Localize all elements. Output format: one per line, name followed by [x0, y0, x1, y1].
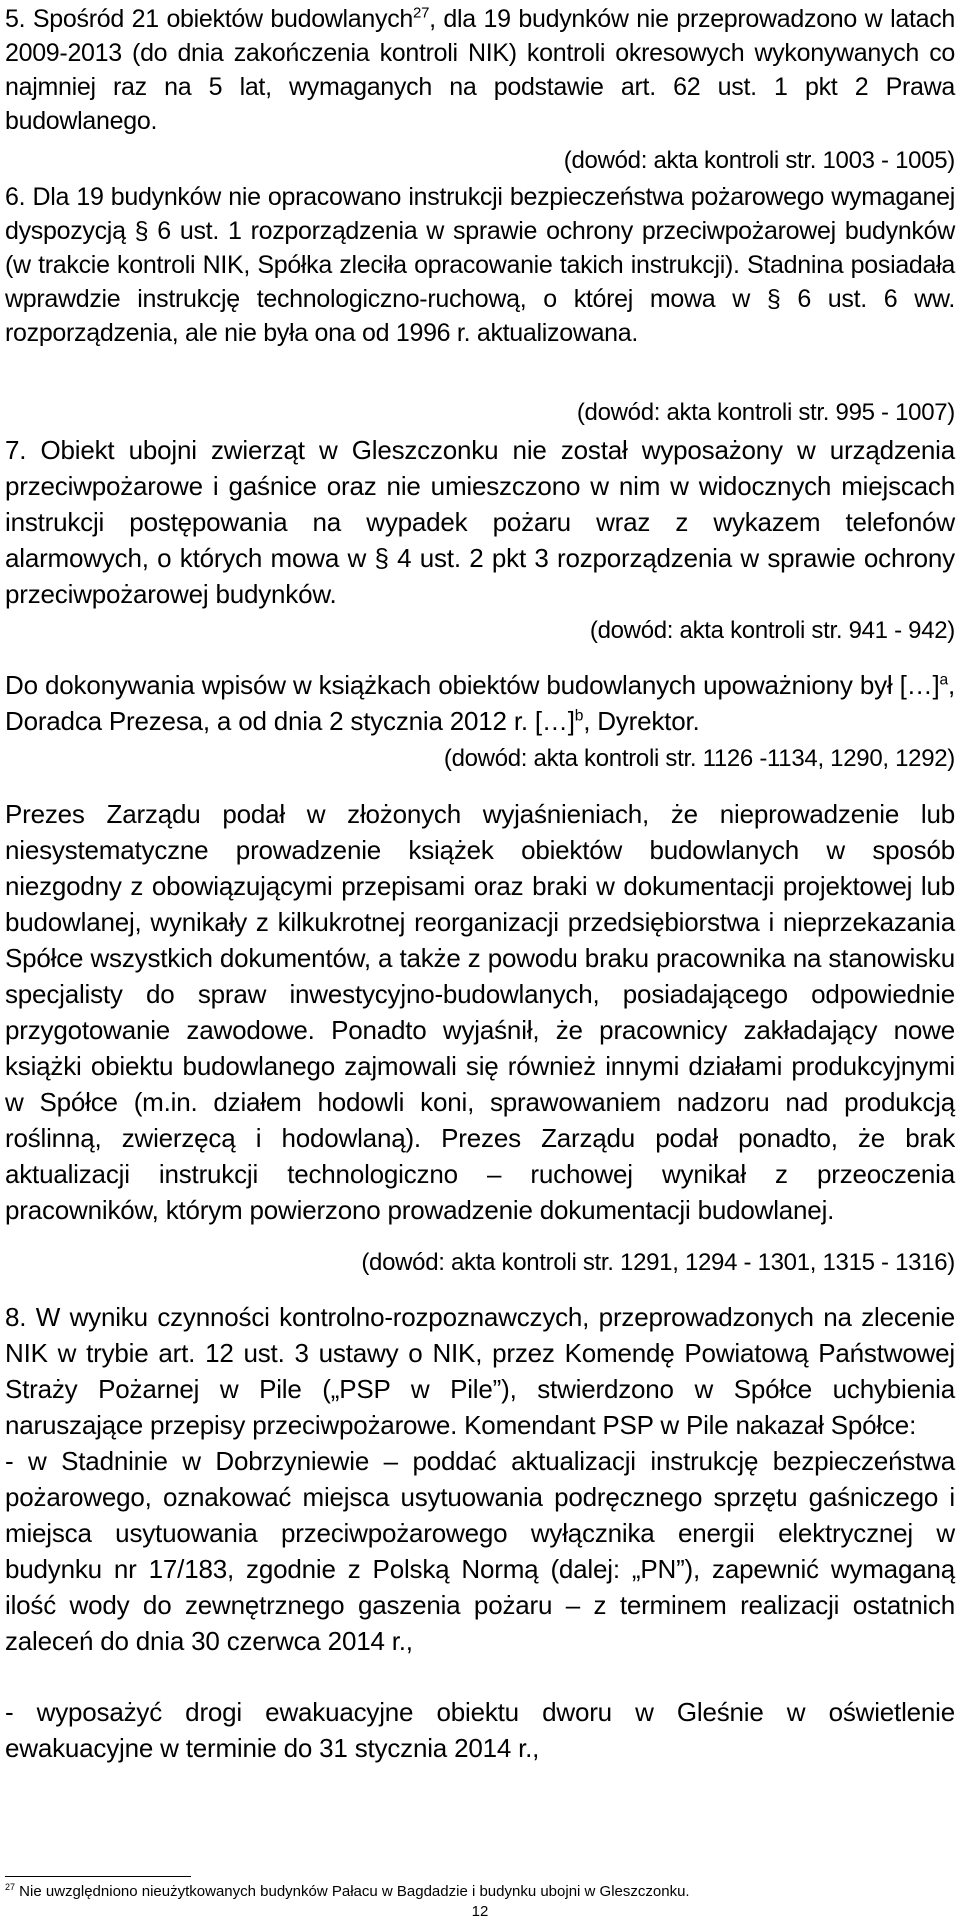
order-item-dobrzyniewo: - w Stadninie w Dobrzyniewie – poddać aktualizacji instrukcję bezpieczeństwa pożarowego, oznakować miejsca usytuowania podręcznego sprzętu gaśniczego i miejsca usytuowania przeciwpożarowego wyłącznika energii elektrycznej w budynku nr 17/183, zgodnie z Polską Normą (dalej: „PN”), zapewnić wymaganą ilość wody do zewnętrznego gaszenia pożaru – z terminem realizacji ostatnich zaleceń do dnia 30 czerwca 2014 r.,	[5, 1446, 955, 1656]
evidence-ref-president: (dowód: akta kontroli str. 1291, 1294 - 1301, 1315 - 1316)	[361, 1249, 955, 1276]
authorization-text-a: Do dokonywania wpisów w książkach obiektów budowlanych upoważniony był […]	[5, 670, 940, 700]
paragraph-5-text-b: , dla 19 budynków nie przeprowadzono w latach 2009-2013 (do dnia zakończenia kontroli NIK) kontroli okresowych wykonywanych co najmniej raz na 5 lat, wymaganych na podstawie art. 62 ust. 1 pkt 2 Prawa budowlanego.	[5, 5, 956, 135]
footnote-separator	[5, 1876, 191, 1877]
paragraph-8: 8. W wyniku czynności kontrolno-rozpoznawczych, przeprowadzonych na zlecenie NIK w trybie art. 12 ust. 3 ustawy o NIK, przez Komendę Powiatową Państwowej Straży Pożarnej w Pile („PSP w Pile”), stwierdzono w Spółce uchybienia naruszające przepisy przeciwpożarowe. Komendant PSP w Pile nakazał Spółce:	[5, 1302, 955, 1440]
paragraph-authorization	[5, 667, 955, 739]
authorization-text-b: , Doradca Prezesa, a od dnia 2 stycznia 2012 r. […]	[5, 670, 955, 736]
order-item-glesno: - wyposażyć drogi ewakuacyjne obiektu dworu w Gleśnie w oświetlenie ewakuacyjne w terminie do 31 stycznia 2014 r.,	[5, 1697, 955, 1763]
evidence-ref-authorization: (dowód: akta kontroli str. 1126 -1134, 1290, 1292)	[443, 745, 955, 772]
authorization-text-c: , Dyrektor.	[583, 706, 700, 736]
footnote-number: 27	[5, 1882, 16, 1892]
paragraph-6: 6. Dla 19 budynków nie opracowano instrukcji bezpieczeństwa pożarowego wymaganej dyspozycją § 6 ust. 1 rozporządzenia w sprawie ochrony przeciwpożarowej budynków (w trakcie kontroli NIK, Spółka zleciła opracowanie takich instrukcji). Stadnina posiadała wprawdzie instrukcję technologiczno-ruchową, o której mowa w § 6 ust. 6 ww. rozporządzenia, ale nie była ona od 1996 r. aktualizowana.	[5, 183, 955, 347]
footnote-27	[5, 1883, 690, 1901]
paragraph-7: 7. Obiekt ubojni zwierząt w Gleszczonku nie został wyposażony w urządzenia przeciwpożarowe i gaśnice oraz nie umieszczono w nim w widocznych miejscach instrukcji postępowania na wypadek pożaru wraz z wykazem telefonów alarmowych, o których mowa w § 4 ust. 2 pkt 3 rozporządzenia w sprawie ochrony przeciwpożarowej budynków.	[5, 435, 955, 609]
anonymization-ref-a: a	[939, 671, 948, 689]
paragraph-president-explanation: Prezes Zarządu podał w złożonych wyjaśnieniach, że nieprowadzenie lub niesystematyczne prowadzenie książek obiektów budowlanych w sposób niezgodny z obowiązującymi przepisami oraz braki w dokumentacji projektowej lub budowlanej, wynikały z kilkukrotnej reorganizacji przedsiębiorstwa i nieprzekazania Spółce wszystkich dokumentów, a także z powodu braku pracownika na stanowisku specjalisty do spraw inwestycyjno-budowlanych, posiadającego odpowiednie przygotowanie zawodowe. Ponadto wyjaśnił, że pracownicy zakładający nowe książki obiektu budowlanego zajmowali się również innymi działami produkcyjnymi w Spółce (m.in. działem hodowli koni, sprawowaniem nadzoru nad produkcją roślinną, zwierzęcą i hodowlaną). Prezes Zarządu podał ponadto, że brak aktualizacji instrukcji technologiczno – ruchowej wynikał z przeoczenia pracowników, którym powierzono prowadzenie dokumentacji budowlanej.	[5, 799, 955, 1225]
evidence-ref-6: (dowód: akta kontroli str. 995 - 1007)	[576, 399, 955, 426]
paragraph-5-text-a: 5. Spośród 21 obiektów budowlanych	[5, 5, 414, 33]
evidence-ref-7: (dowód: akta kontroli str. 941 - 942)	[589, 617, 955, 644]
evidence-ref-5: (dowód: akta kontroli str. 1003 - 1005)	[563, 147, 955, 174]
paragraph-5	[5, 2, 955, 138]
page-number: 12	[471, 1903, 489, 1920]
footnote-ref-27: 27	[413, 4, 430, 22]
anonymization-ref-b: b	[574, 707, 584, 725]
footnote-text: Nie uwzględniono nieużytkowanych budynków Pałacu w Bagdadzie i budynku ubojni w Gleszczonku.	[15, 1883, 690, 1900]
